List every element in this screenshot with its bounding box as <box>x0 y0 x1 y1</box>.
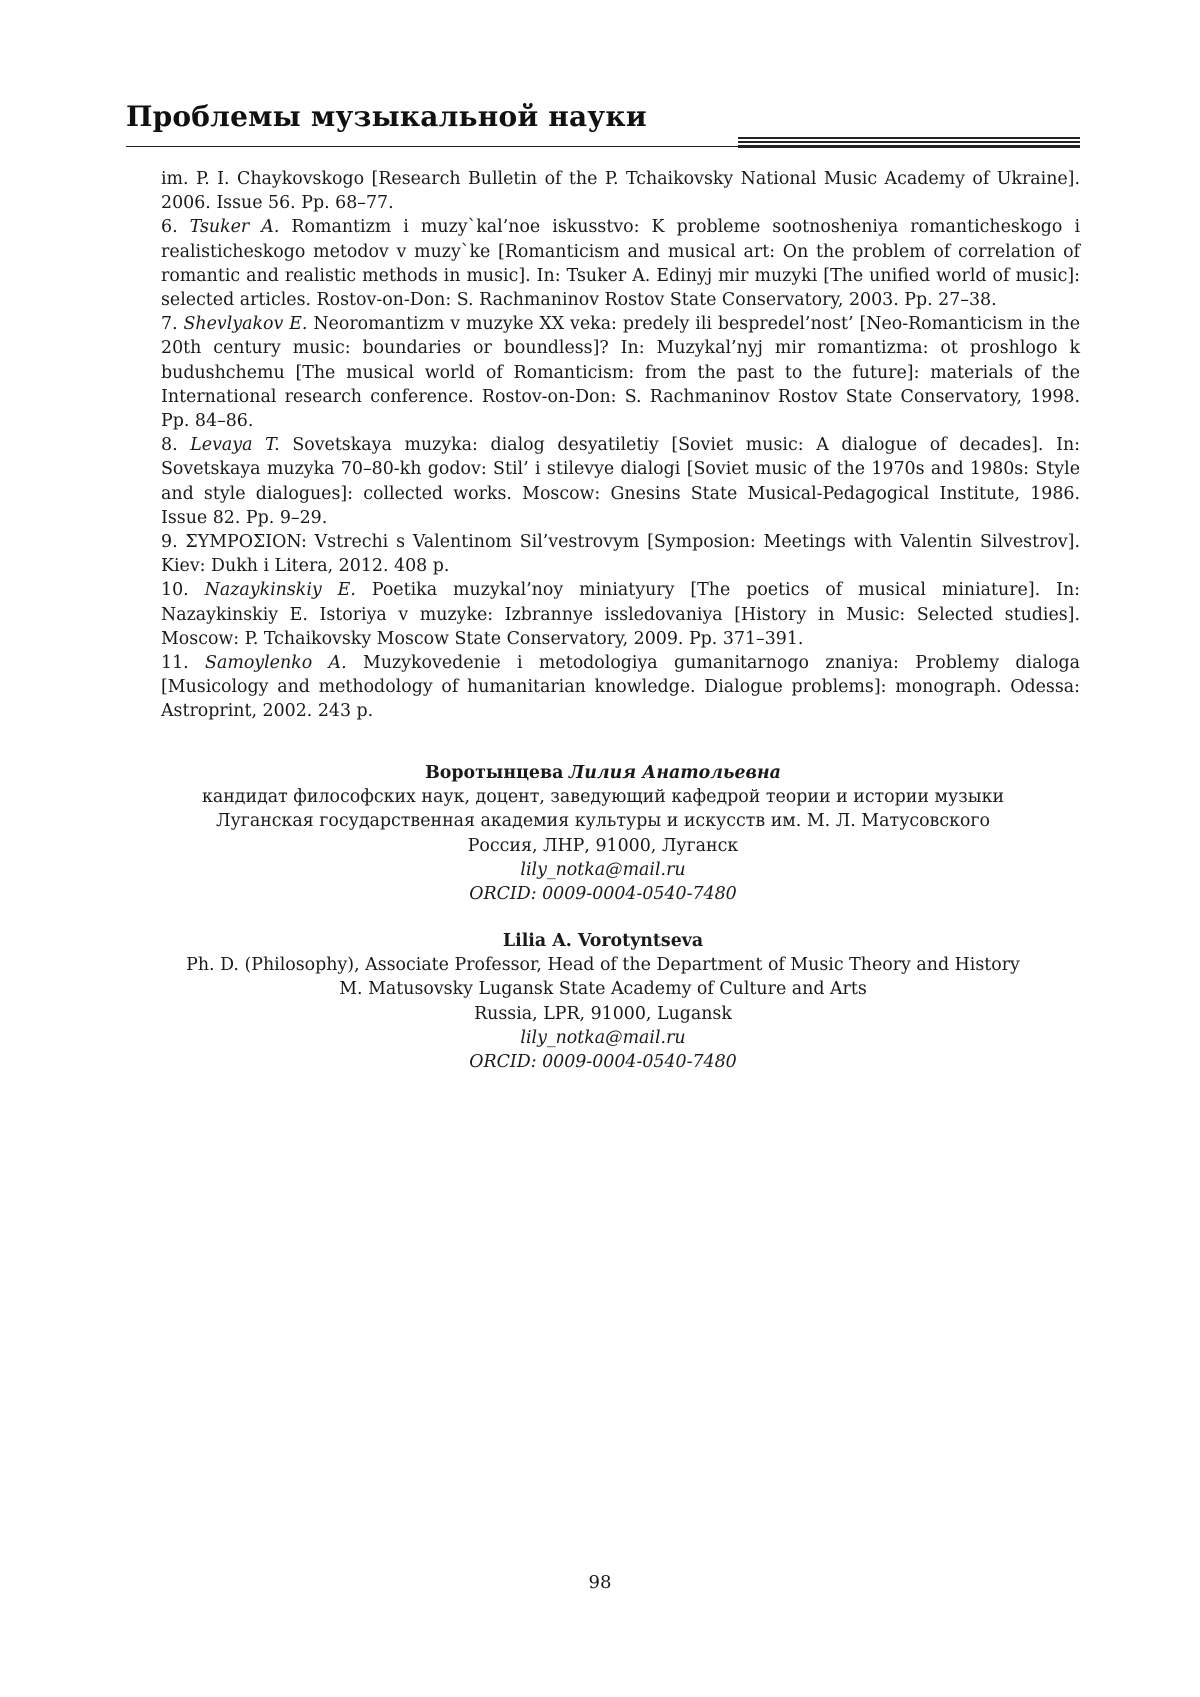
reference-text: Neoromantizm v muzyke XX veka: predely ili bespredel’nost’ [Neo-Romanticism in the 20th century music: boundaries or boundless]? In: Muzykal’nyj mir romantizma: ot proshlogo k budushchemu [The musical world of Romanticism: from the past to the future]: materials of the International research conference. Rostov-on-Don: S. Rachmaninov Rostov State Conservatory, 1998. Pp. 84–86. <box>161 314 1081 432</box>
reference-list <box>161 167 1080 724</box>
reference-item <box>161 651 1080 724</box>
reference-text: ΣYMPOΣION: Vstrechi s Valentinom Sil’vestrovym [Symposion: Meetings with Valentin Silvestrov]. Kiev: Dukh i Litera, 2012. 408 p. <box>161 532 1080 577</box>
header-rule-thick-1 <box>738 137 1080 139</box>
reference-number: 10. <box>161 580 189 601</box>
author-info-ru <box>126 761 1080 906</box>
author-given-ru: Лилия Анатольевна <box>568 763 781 783</box>
reference-author: Nazaykinskiy E. <box>204 580 356 601</box>
reference-author: Samoylenko A. <box>205 653 347 674</box>
reference-item <box>161 530 1080 578</box>
author-affiliation-en: M. Matusovsky Lugansk State Academy of Culture and Arts <box>339 979 867 1000</box>
author-orcid-ru: ORCID: 0009-0004-0540-7480 <box>469 884 737 905</box>
page-number: 98 <box>588 1572 612 1593</box>
reference-number: 9. <box>161 532 178 553</box>
reference-number: 7. <box>161 314 178 335</box>
author-position-en: Ph. D. (Philosophy), Associate Professor, Head of the Department of Music Theory and History <box>186 955 1020 976</box>
reference-author: Levaya T. <box>190 435 280 456</box>
author-email-ru[interactable]: lily_notka@mail.ru <box>520 859 686 880</box>
reference-text: Poetika muzykal’noy miniatyury [The poetics of musical miniature]. In: Nazaykinskiy E. Istoriya v muzyke: Izbrannye issledovaniya [History in Music: Selected studies]. Moscow: P. Tchaikovsky Moscow State Conservatory, 2009. Pp. 371–391. <box>161 580 1081 649</box>
reference-item <box>161 312 1080 433</box>
reference-item <box>161 433 1080 530</box>
header-rule-thick-2 <box>738 141 1080 143</box>
author-surname-ru: Воротынцева <box>425 763 564 783</box>
reference-number: 6. <box>161 217 178 238</box>
reference-continuation: im. P. I. Chaykovskogo [Research Bulletin of the P. Tchaikovsky National Music Academy of Ukraine]. 2006. Issue 56. Pp. 68–77. <box>161 169 1080 214</box>
author-name-en: Lilia A. Vorotyntseva <box>502 931 704 951</box>
reference-text: Muzykovedenie i metodologiya gumanitarnogo znaniya: Problemy dialoga [Musicology and methodology of humanitarian knowledge. Dialogue problems]: monograph. Odessa: Astroprint, 2002. 243 p. <box>161 653 1080 722</box>
reference-number: 8. <box>161 435 178 456</box>
author-location-en: Russia, LPR, 91000, Lugansk <box>474 1003 732 1024</box>
header-rule-thin <box>126 146 1080 147</box>
author-affiliation-ru: Луганская государственная академия культуры и искусств им. М. Л. Матусовского <box>215 811 990 832</box>
author-name-ru <box>126 761 1080 785</box>
author-email-en[interactable]: lily_notka@mail.ru <box>520 1027 686 1048</box>
reference-text: Romantizm i muzy`kal’noe iskusstvo: K probleme sootnosheniya romanticheskogo i realisticheskogo metodov v muzy`ke [Romanticism and musical art: On the problem of correlation of romantic and realistic methods in music]. In: Tsuker A. Edinyj mir muzyki [The unified world of music]: selected articles. Rostov-on-Don: S. Rachmaninov Rostov State Conservatory, 2003. Pp. 27–38. <box>161 217 1080 311</box>
reference-item <box>161 215 1080 312</box>
running-header-title: Проблемы музыкальной науки <box>126 100 647 133</box>
reference-author: Tsuker A. <box>189 217 280 238</box>
author-orcid-en: ORCID: 0009-0004-0540-7480 <box>469 1052 737 1073</box>
reference-item <box>161 578 1080 651</box>
reference-author: Shevlyakov E. <box>183 314 308 335</box>
reference-number: 11. <box>161 653 189 674</box>
reference-text: Sovetskaya muzyka: dialog desyatiletiy [Soviet music: A dialogue of decades]. In: Sovetskaya muzyka 70–80-kh godov: Stil’ i stilevye dialogi [Soviet music of the 1970s and 1980s: Style and style dialogues]: collected works. Moscow: Gnesins State Musical-Pedagogical Institute, 1986. Issue 82. Pp. 9–29. <box>161 435 1081 528</box>
author-location-ru: Россия, ЛНР, 91000, Луганск <box>467 835 739 856</box>
author-position-ru: кандидат философских наук, доцент, заведующий кафедрой теории и истории музыки <box>201 787 1005 808</box>
author-info-en <box>126 929 1080 1074</box>
